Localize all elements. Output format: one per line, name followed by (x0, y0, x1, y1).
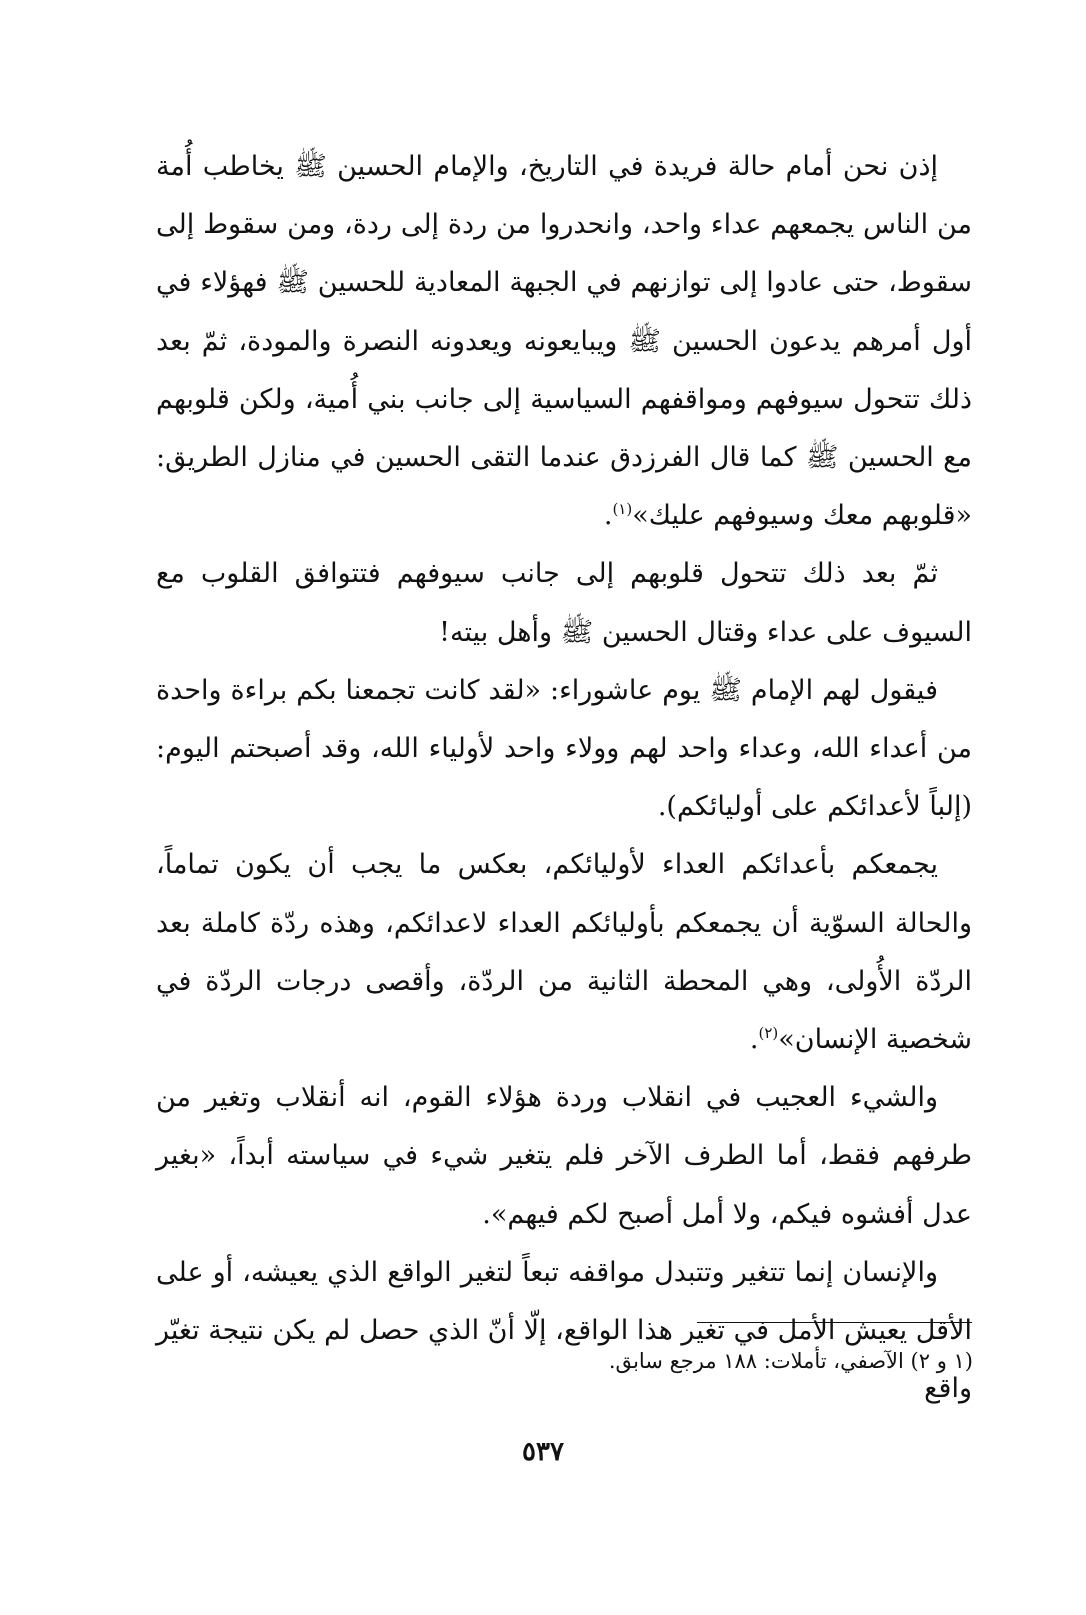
paragraph-text: فيقول لهم الإمام ﷺ يوم عاشوراء: «لقد كانت تجمعنا بكم براءة واحدة من أعداء الله، وعداء واحد لهم وولاء واحد لأولياء الله، وقد أصبحتم اليوم: (إلباً لأعدائكم على أوليائكم). (156, 674, 972, 823)
paragraph-text: ثمّ بعد ذلك تتحول قلوبهم إلى جانب سيوفهم فتتوافق القلوب مع السيوف على عداء وقتال الحسين ﷺ وأهل بيته! (156, 558, 972, 648)
footnote-marker: (٢) (758, 1024, 779, 1043)
paragraph-text: والإنسان إنما تتغير وتتبدل مواقفه تبعاً لتغير الواقع الذي يعيشه، أو على الأقل يعيش الأمل في تغير هذا الواقع، إلّا أنّ الذي حصل لم يكن نتيجة تغيّر واقع (156, 1256, 972, 1405)
paragraph-text: إذن نحن أمام حالة فريدة في التاريخ، والإمام الحسين ﷺ يخاطب أُمة من الناس يجمعهم عداء واحد، وانحدروا من ردة إلى ردة، ومن سقوط إلى سقوط، حتى عادوا إلى توازنهم في الجبهة المعادية للحسين ﷺ فهؤلاء في أول أمرهم يدعون الحسين ﷺ ويبايعونه ويعدونه النصرة والمودة، ثمّ بعد ذلك تتحول سيوفهم ومواقفهم السياسية إلى جانب بني أُمية، ولكن قلوبهم مع الحسين ﷺ كما قال الفرزدق عندما التقى الحسين في منازل الطريق: «قلوبهم معك وسيوفهم عليك» (156, 151, 972, 532)
paragraph-2 (156, 545, 972, 661)
paragraph-end: . (749, 1024, 759, 1056)
footnote-divider (697, 1322, 972, 1323)
paragraph-6 (156, 1244, 972, 1419)
paragraph-end: . (603, 500, 613, 532)
paragraph-4 (156, 836, 972, 1069)
footnote: (١ و ٢) الآصفي، تأملات: ١٨٨ مرجع سابق. (608, 1349, 973, 1373)
paragraph-text: والشيء العجيب في انقلاب وردة هؤلاء القوم، انه أنقلاب وتغير من طرفهم فقط، أما الطرف الآخر فلم يتغير شيء في سياسته أبداً، «بغير عدل أفشوه فيكم، ولا أمل أصبح لكم فيهم». (156, 1082, 972, 1230)
page-number: ٥٣٧ (522, 1437, 564, 1467)
paragraph-5 (156, 1069, 972, 1244)
paragraph-1 (156, 138, 972, 545)
footnote-marker: (١) (612, 500, 633, 519)
paragraph-text: يجمعكم بأعدائكم العداء لأوليائكم، بعكس ما يجب أن يكون تماماً، والحالة السوّية أن يجمعكم بأوليائكم العداء لاعدائكم، وهذه ردّة كاملة بعد الردّة الأُولى، وهي المحطة الثانية من الردّة، وأقصى درجات الردّة في شخصية الإنسان» (156, 849, 972, 1056)
body-text (156, 138, 972, 1418)
paragraph-3 (156, 662, 972, 837)
